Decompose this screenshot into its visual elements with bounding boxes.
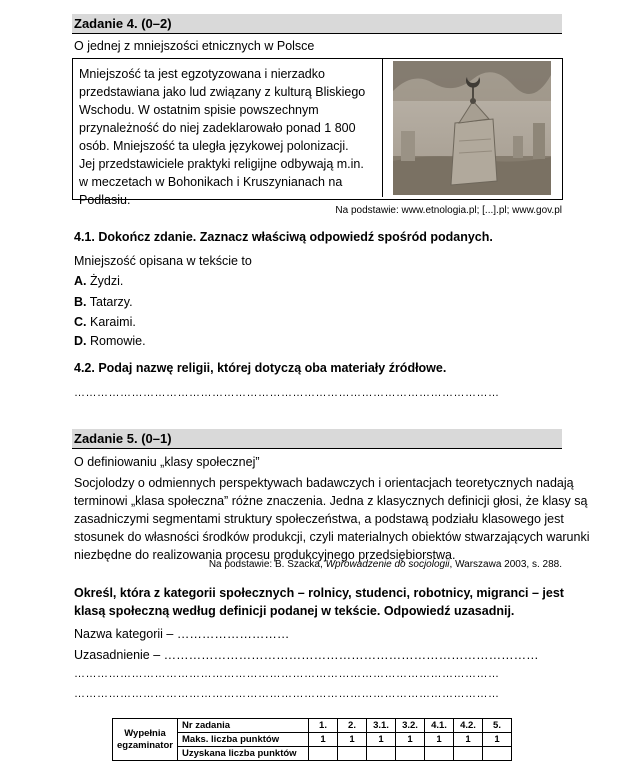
task5-question bbox=[74, 584, 564, 620]
max-points: 1 bbox=[454, 733, 483, 747]
q42-prompt: 4.2. Podaj nazwę religii, której dotyczą oba materiały źródłowe. bbox=[74, 361, 447, 375]
q42-answer-line[interactable]: ………………………………………………………………………………………………… bbox=[74, 387, 500, 399]
task5-source-prefix: Na podstawie: B. Szacka, bbox=[208, 559, 326, 570]
obtained-points-cell[interactable] bbox=[396, 747, 425, 761]
task5-paragraph-line: terminowi „klasa społeczna” różne znaczenia. Jedna z klasycznych definicji głosi, że klasy są bbox=[74, 494, 588, 508]
max-points: 1 bbox=[396, 733, 425, 747]
obtained-points-cell[interactable] bbox=[483, 747, 512, 761]
task4-source: Na podstawie: www.etnologia.pl; [...].pl; www.gov.pl bbox=[335, 205, 562, 216]
task4-text-line: Mniejszość ta jest egzotyzowana i nierzadko bbox=[79, 67, 325, 81]
task4-text-line: przynależność do niej zadeklarowało ponad 1 800 bbox=[79, 121, 356, 135]
q41-option-b[interactable] bbox=[74, 295, 133, 309]
obtained-points-cell[interactable] bbox=[425, 747, 454, 761]
task5-paragraph-line: stosunek do własności środków produkcji, czyli materialnych obiektów stwarzających warunki bbox=[74, 530, 590, 544]
obtained-points-cell[interactable] bbox=[367, 747, 396, 761]
task4-text-line: Wschodu. W ostatnim spisie powszechnym bbox=[79, 103, 319, 117]
q41-option-d[interactable] bbox=[74, 334, 146, 348]
task4-header-bar bbox=[72, 14, 562, 34]
option-text: Żydzi. bbox=[89, 274, 124, 288]
max-points: 1 bbox=[425, 733, 454, 747]
task4-header: Zadanie 4. (0–2) bbox=[74, 16, 172, 31]
task4-text bbox=[79, 65, 365, 209]
extra-answer-line[interactable]: ………………………………………………………………………………………………… bbox=[74, 668, 500, 680]
max-points: 1 bbox=[367, 733, 396, 747]
option-letter: A. bbox=[74, 274, 87, 288]
task5-paragraph-line: Socjolodzy o odmiennych perspektywach badawczych i orientacjach teoretycznych nadają bbox=[74, 476, 574, 490]
task5-question-line: klasą społeczną według definicji podanej w tekście. Odpowiedź uzasadnij. bbox=[74, 604, 515, 618]
obtained-points-cell[interactable] bbox=[454, 747, 483, 761]
task5-paragraph bbox=[74, 474, 590, 564]
task5-header-bar bbox=[72, 429, 562, 449]
extra-answer-line[interactable]: ………………………………………………………………………………………………… bbox=[74, 688, 500, 700]
task5-header: Zadanie 5. (0–1) bbox=[74, 431, 172, 446]
option-text: Karaimi. bbox=[89, 315, 136, 329]
task5-subtitle: O definiowaniu „klasy społecznej” bbox=[74, 455, 260, 469]
option-text: Romowie. bbox=[89, 334, 146, 348]
task5-source bbox=[72, 559, 562, 570]
q41-option-a[interactable] bbox=[74, 274, 123, 288]
task-number: 1. bbox=[309, 719, 338, 733]
max-points: 1 bbox=[338, 733, 367, 747]
task4-text-line: Podlasiu. bbox=[79, 193, 131, 207]
category-answer-line[interactable]: Nazwa kategorii – ……………………… bbox=[74, 627, 290, 641]
task5-source-suffix: , Warszawa 2003, s. 288. bbox=[449, 559, 562, 570]
task4-text-line: Jej przedstawiciele praktyki religijne odbywają m.in. bbox=[79, 157, 364, 171]
task4-subtitle: O jednej z mniejszości etnicznych w Polsce bbox=[74, 39, 315, 53]
task-number: 2. bbox=[338, 719, 367, 733]
row-label: Maks. liczba punktów bbox=[178, 733, 309, 747]
task5-paragraph-line: niezbędne do realizowania procesu produkcyjnego przedsiębiorstwa. bbox=[74, 548, 456, 562]
obtained-points-cell[interactable] bbox=[309, 747, 338, 761]
task4-text-line: przedstawiana jako lud związany z kulturą Bliskiego bbox=[79, 85, 366, 99]
examiner-label bbox=[113, 719, 178, 761]
task4-source-box bbox=[72, 58, 563, 207]
option-letter: B. bbox=[74, 295, 87, 309]
task5-paragraph-line: zasadniczymi segmentami struktury społeczeństwa, a podstawą podziału klasowego jest bbox=[74, 512, 564, 526]
task-number: 4.2. bbox=[454, 719, 483, 733]
task5-source-title: Wprowadzenie do socjologii bbox=[325, 559, 450, 570]
option-text: Tatarzy. bbox=[89, 295, 133, 309]
max-points: 1 bbox=[483, 733, 512, 747]
q41-option-c[interactable] bbox=[74, 315, 136, 329]
option-letter: C. bbox=[74, 315, 87, 329]
score-table bbox=[112, 718, 512, 761]
max-points: 1 bbox=[309, 733, 338, 747]
q41-stem: Mniejszość opisana w tekście to bbox=[74, 254, 252, 268]
q41-prompt: 4.1. Dokończ zdanie. Zaznacz właściwą odpowiedź spośród podanych. bbox=[74, 230, 493, 244]
task-number: 5. bbox=[483, 719, 512, 733]
justification-answer-line[interactable]: Uzasadnienie – ……………………………………………………………………………… bbox=[74, 648, 539, 662]
examiner-label-line: Wypełnia bbox=[124, 727, 166, 739]
option-letter: D. bbox=[74, 334, 87, 348]
task-number: 3.2. bbox=[396, 719, 425, 733]
task-number: 3.1. bbox=[367, 719, 396, 733]
examiner-label-line: egzaminator bbox=[117, 739, 173, 751]
row-label: Nr zadania bbox=[178, 719, 309, 733]
obtained-points-cell[interactable] bbox=[338, 747, 367, 761]
row-label: Uzyskana liczba punktów bbox=[178, 747, 309, 761]
task4-text-line: w meczetach w Bohonikach i Kruszynianach na bbox=[79, 175, 343, 189]
task5-question-line: Określ, która z kategorii społecznych – rolnicy, studenci, robotnicy, migranci – jest bbox=[74, 586, 564, 600]
task-number: 4.1. bbox=[425, 719, 454, 733]
gravestone-photo-icon bbox=[393, 61, 551, 195]
task4-text-cell bbox=[73, 59, 383, 207]
task4-text-line: osób. Mniejszość ta uległa językowej polonizacji. bbox=[79, 139, 349, 153]
